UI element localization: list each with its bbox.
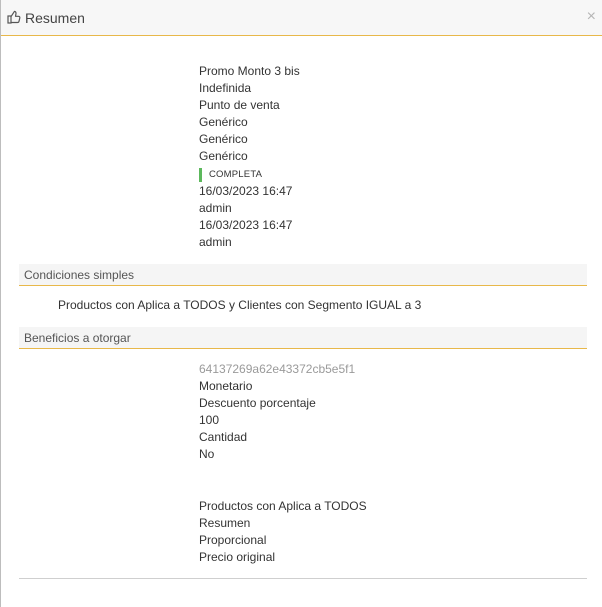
value-subtipo: Genérico: [199, 132, 248, 146]
value-tipo-beneficio: Monetario: [199, 379, 253, 393]
conditions-text: Productos con Aplica a TODOS y Clientes con Segmento IGUAL a 3: [58, 298, 422, 312]
benefits-title: Beneficios a otorgar: [24, 331, 131, 345]
status-cell: [199, 165, 262, 182]
value-clase-beneficio: Descuento porcentaje: [199, 396, 316, 410]
value-tipo: Genérico: [199, 115, 248, 129]
thumbs-up-icon: [7, 10, 21, 24]
value-unidad: Cantidad: [199, 430, 248, 444]
value-en: Productos con Aplica a TODOS: [199, 499, 367, 513]
value-ultima-mod: 16/03/2023 16:47: [199, 218, 293, 232]
value-fecha-creacion: 16/03/2023 16:47: [199, 184, 293, 198]
benefits-section-header: [19, 327, 587, 349]
footer-divider: [19, 578, 587, 579]
close-icon[interactable]: ×: [586, 8, 596, 25]
value-forma: Genérico: [199, 149, 248, 163]
dialog-title: Resumen: [25, 10, 85, 26]
value-id-beneficio: 64137269a62e43372cb5e5f1: [199, 362, 356, 376]
dialog-header: [1, 0, 602, 36]
value-usuario-creacion: admin: [199, 201, 232, 215]
value-publicarse: Punto de venta: [199, 98, 280, 112]
value-prorratear: No: [199, 447, 215, 461]
value-vigencia: Indefinida: [199, 81, 252, 95]
conditions-section-header: [19, 264, 587, 286]
value-metodo-aplicacion: Resumen: [199, 516, 251, 530]
value-usuario-mod: admin: [199, 235, 232, 249]
conditions-title: Condiciones simples: [24, 268, 135, 282]
value-metodo-prorrateo: Proporcional: [199, 533, 267, 547]
value-porcentaje: 100: [199, 413, 220, 427]
status-badge: COMPLETA: [199, 168, 262, 182]
value-nombre: Promo Monto 3 bis: [199, 64, 300, 78]
value-aplicar-sobre: Precio original: [199, 550, 276, 564]
